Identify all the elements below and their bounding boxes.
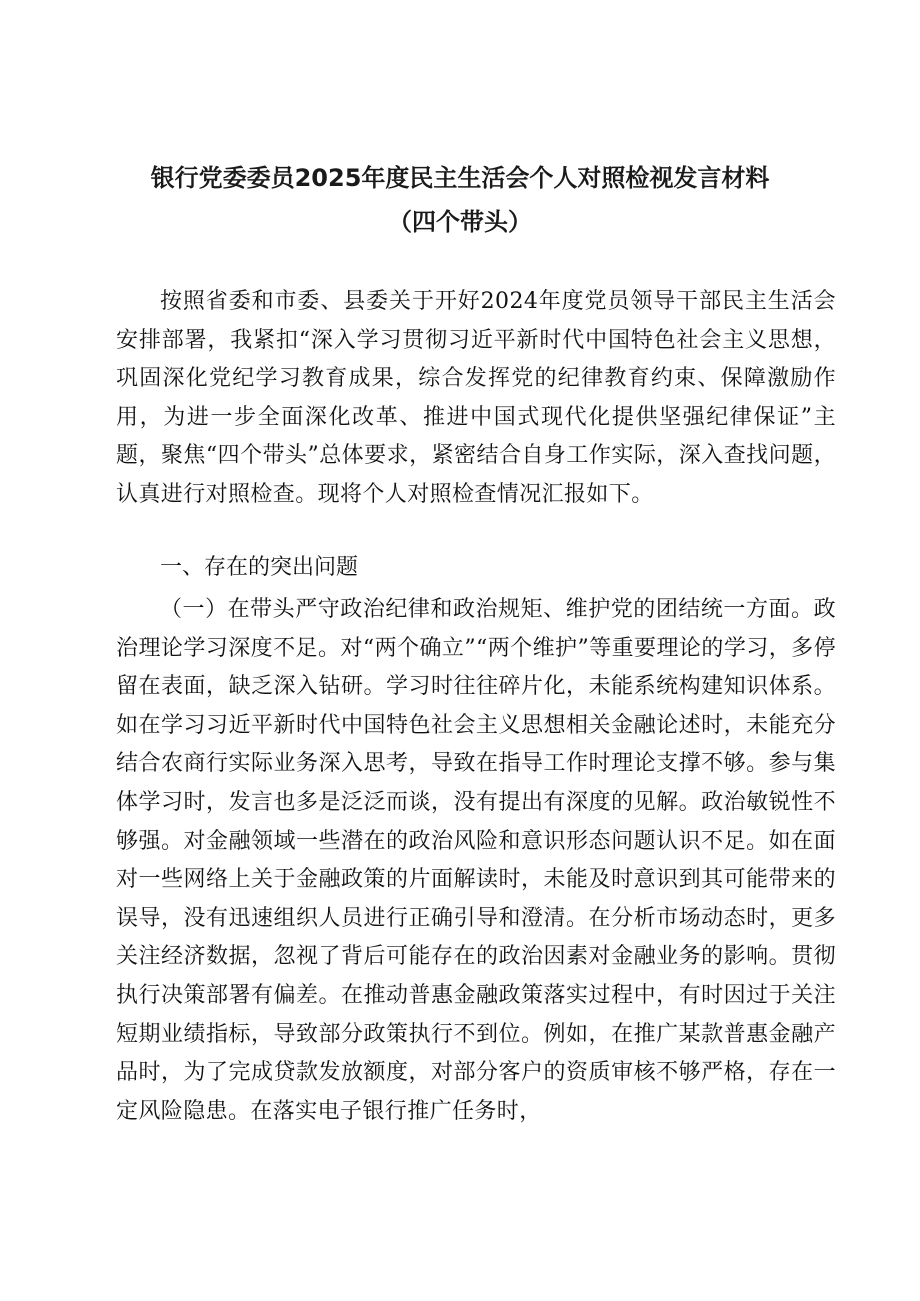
document-title: 银行党委委员2025年度民主生活会个人对照检视发言材料 bbox=[150, 164, 770, 192]
section-paragraph: （一）在带头严守政治纪律和政治规矩、维护党的团结统一方面。政治理论学习深度不足。对“两个确立”“两个维护”等重要理论的学习，多停留在表面，缺乏深入钻研。学习时往往碎片化，未能系统构建知识体系。如在学习习近平新时代中国特色社会主义思想相关金融论述时，未能充分结合农商行实际业务深入思考，导致在指导工作时理论支撑不够。参与集体学习时，发言也多是泛泛而谈，没有提出有深度的见解。政治敏锐性不够强。对金融领域一些潜在的政治风险和意识形态问题认识不足。如在面对一些网络上关于金融政策的片面解读时，未能及时意识到其可能带来的误导，没有迅速组织人员进行正确引导和澄清。在分析市场动态时，更多关注经济数据，忽视了背后可能存在的政治因素对金融业务的影响。贯彻执行决策部署有偏差。在推动普惠金融政策落实过程中，有时因过于关注短期业绩指标，导致部分政策执行不到位。例如，在推广某款普惠金融产品时，为了完成贷款发放额度，对部分客户的资质审核不够严格，存在一定风险隐患。在落实电子银行推广任务时， bbox=[116, 597, 836, 1124]
intro-paragraph: 按照省委和市委、县委关于开好2024年度党员领导干部民主生活会安排部署，我紧扣“深入学习贯彻习近平新时代中国特色社会主义思想，巩固深化党纪学习教育成果，综合发挥党的纪律教育约束、保障激励作用，为进一步全面深化改革、推进中国式现代化提供坚强纪律保证”主题，聚焦“四个带头”总体要求，紧密结合自身工作实际，深入查找问题，认真进行对照检查。现将个人对照检查情况汇报如下。 bbox=[116, 289, 836, 507]
document-subtitle: （四个带头） bbox=[388, 208, 532, 236]
section-heading: 一、存在的突出问题 bbox=[160, 555, 359, 580]
